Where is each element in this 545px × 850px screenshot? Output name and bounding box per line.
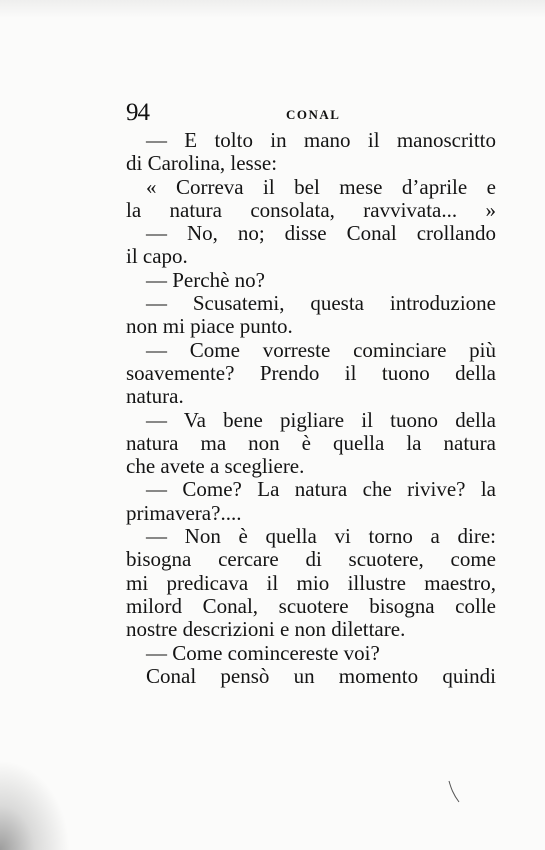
text-line: — No, no; disse Conal crollando <box>146 221 496 246</box>
text-line: — Come comincereste voi? <box>146 640 380 665</box>
body-text <box>126 129 496 688</box>
running-head: CONAL <box>286 107 341 122</box>
page-number: 94 <box>126 99 149 126</box>
text-line: — Non è quella vi torno a dire: <box>146 524 496 549</box>
text-line: primavera?.... <box>126 500 242 525</box>
text-line: — Perchè no? <box>146 267 265 292</box>
pencil-mark <box>447 780 461 804</box>
text-line: natura. <box>126 384 184 409</box>
paper-shade <box>0 0 545 18</box>
text-line: « Correva il bel mese d’aprile e <box>146 174 496 199</box>
page-edge-shadow <box>0 760 70 850</box>
text-line: — E tolto in mano il manoscritto <box>146 128 496 152</box>
text-line: mi predicava il mio illustre maestro, <box>126 570 496 595</box>
text-line: bisogna cercare di scuotere, come <box>126 547 496 572</box>
text-line: il capo. <box>126 244 188 269</box>
text-line: non mi piace punto. <box>126 314 293 339</box>
text-line: di Carolina, lesse: <box>126 151 278 176</box>
text-line: milord Conal, scuotere bisogna colle <box>126 593 496 618</box>
text-line: — Come? La natura che rivive? la <box>146 477 496 502</box>
text-line: la natura consolata, ravvivata... » <box>126 197 496 222</box>
text-line: — Va bene pigliare il tuono della <box>146 407 496 432</box>
text-line: che avete a scegliere. <box>126 454 305 479</box>
page-header <box>126 99 496 129</box>
text-line: soavemente? Prendo il tuono della <box>126 360 496 385</box>
text-line: — Scusatemi, questa introduzione <box>146 291 496 316</box>
text-line: Conal pensò un momento quindi <box>146 663 496 688</box>
text-line: nostre descrizioni e non dilettare. <box>126 617 406 642</box>
text-line: — Come vorreste cominciare più <box>146 337 496 362</box>
text-line: natura ma non è quella la natura <box>126 430 496 455</box>
